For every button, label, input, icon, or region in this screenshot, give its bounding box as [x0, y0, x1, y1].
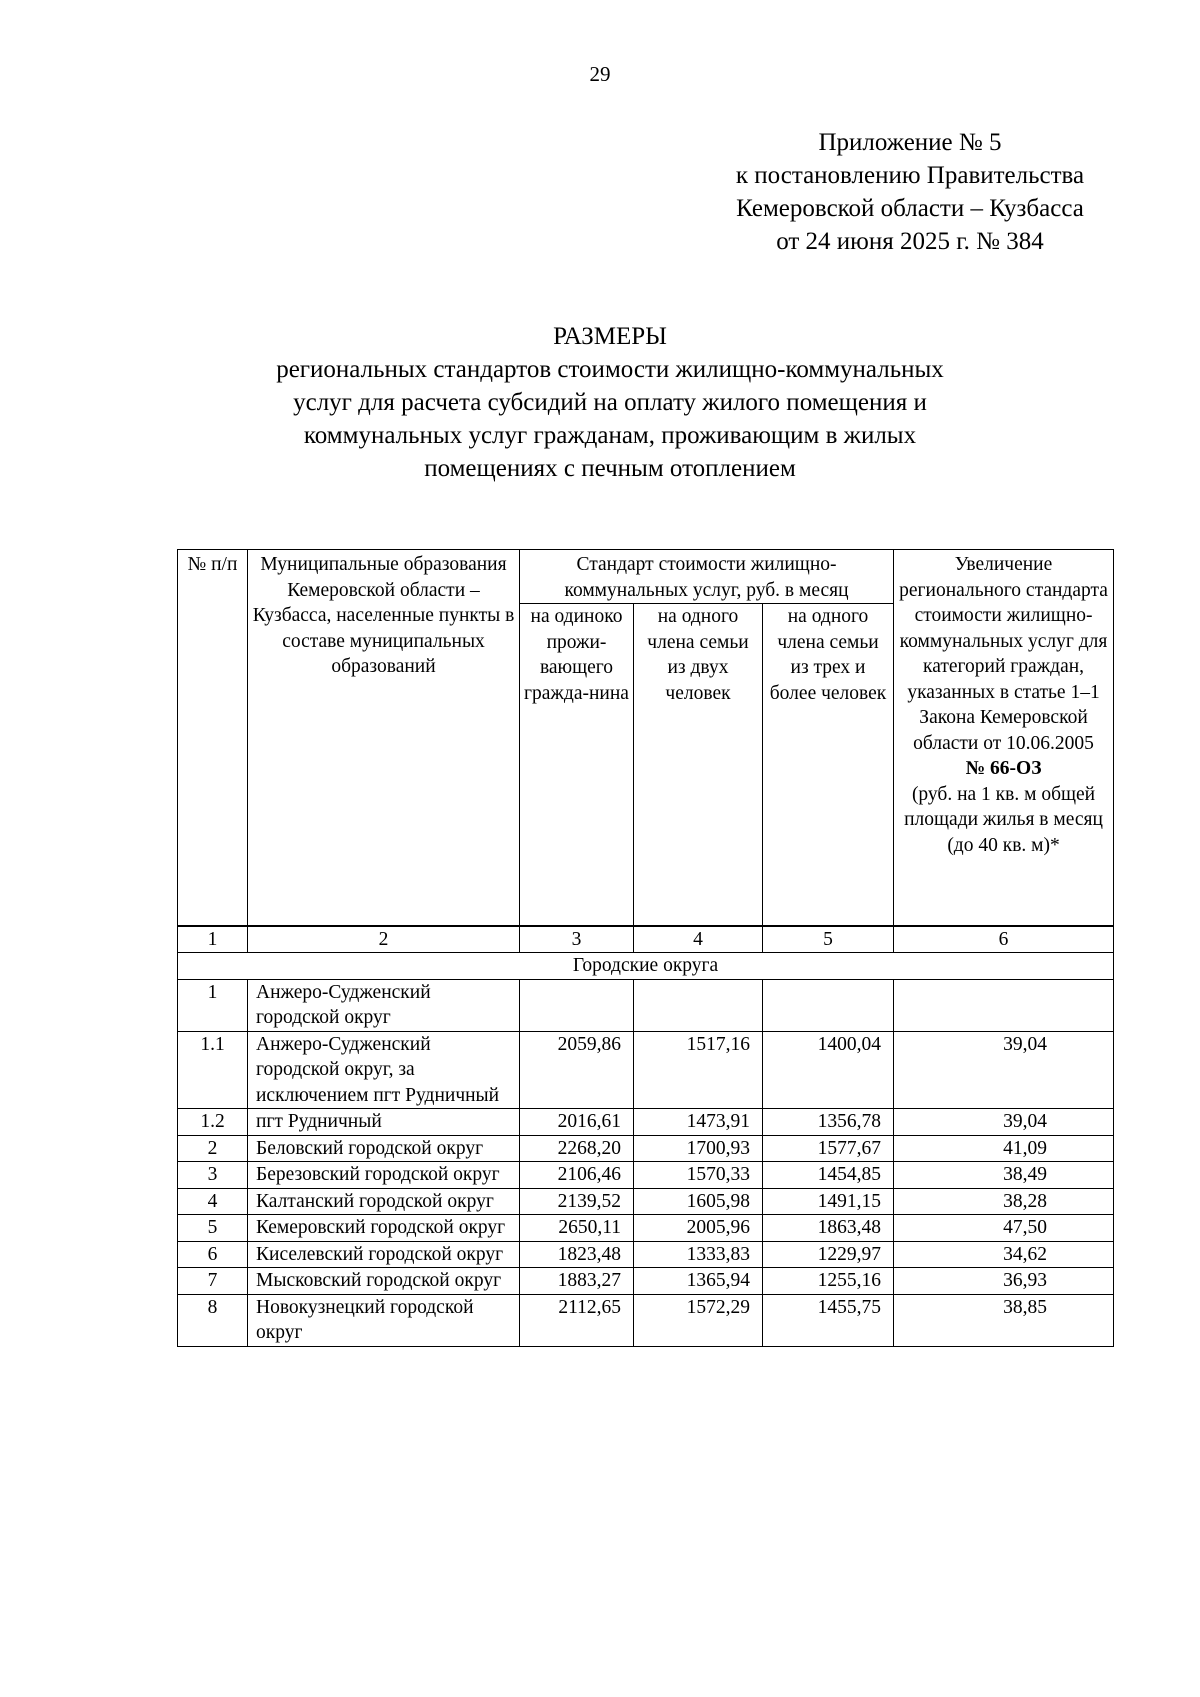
table-row	[178, 1241, 1114, 1268]
header-increase	[894, 550, 1114, 926]
title-line: коммунальных услуг гражданам, проживающим в жилых	[303, 422, 917, 449]
cell-municipality: Мысковский городской округ	[248, 1268, 520, 1295]
header-increase-law: № 66-ОЗ	[965, 758, 1042, 779]
cell-single: 2650,11	[520, 1215, 634, 1242]
appendix-line: от 24 июня 2025 г. № 384	[776, 228, 1044, 255]
column-number: 6	[894, 926, 1114, 953]
cell-increase: 36,93	[894, 1268, 1114, 1295]
header-increase-unit: (руб. на 1 кв. м общей площади жилья в месяц (до 40 кв. м)*	[904, 783, 1103, 856]
cell-num: 8	[178, 1294, 248, 1346]
cell-municipality: Киселевский городской округ	[248, 1241, 520, 1268]
cell-two: 1605,98	[634, 1188, 763, 1215]
section-row	[178, 953, 1114, 980]
cell-municipality: Березовский городской округ	[248, 1162, 520, 1189]
cell-three: 1356,78	[763, 1109, 894, 1136]
cell-two	[634, 979, 763, 1031]
cell-three: 1454,85	[763, 1162, 894, 1189]
cell-two: 1517,16	[634, 1031, 763, 1109]
appendix-line: к постановлению Правительства	[735, 162, 1085, 189]
table-row	[178, 1109, 1114, 1136]
title-line: региональных стандартов стоимости жилищно-коммунальных	[276, 356, 944, 383]
document-title	[230, 320, 990, 485]
cell-num: 5	[178, 1215, 248, 1242]
cell-single: 2016,61	[520, 1109, 634, 1136]
cell-municipality: Кемеровский городской округ	[248, 1215, 520, 1242]
header-two: на одного члена семьи из двух человек	[634, 604, 763, 926]
cell-two: 2005,96	[634, 1215, 763, 1242]
cell-single: 2059,86	[520, 1031, 634, 1109]
cell-increase: 41,09	[894, 1135, 1114, 1162]
cell-single: 1883,27	[520, 1268, 634, 1295]
column-number: 2	[248, 926, 520, 953]
cell-single: 2112,65	[520, 1294, 634, 1346]
header-increase-text: Увеличение регионального стандарта стоимости жилищно-коммунальных услуг для категорий граждан, указанных в статье 1–1 Закона Кемеровской области от 10.06.2005	[899, 554, 1108, 754]
table-row	[178, 1135, 1114, 1162]
cell-increase: 34,62	[894, 1241, 1114, 1268]
column-number: 1	[178, 926, 248, 953]
cell-single: 1823,48	[520, 1241, 634, 1268]
cell-increase: 39,04	[894, 1109, 1114, 1136]
cell-three: 1863,48	[763, 1215, 894, 1242]
title-heading: РАЗМЕРЫ	[553, 323, 667, 350]
table-row	[178, 1031, 1114, 1109]
cell-num: 1.2	[178, 1109, 248, 1136]
page-number: 29	[589, 62, 611, 86]
standards-table	[177, 549, 1114, 1347]
cell-three: 1400,04	[763, 1031, 894, 1109]
column-number: 3	[520, 926, 634, 953]
cell-three: 1577,67	[763, 1135, 894, 1162]
table-row	[178, 1215, 1114, 1242]
cell-two: 1365,94	[634, 1268, 763, 1295]
cell-single: 2106,46	[520, 1162, 634, 1189]
cell-single: 2268,20	[520, 1135, 634, 1162]
appendix-header	[700, 126, 1120, 258]
title-line: услуг для расчета субсидий на оплату жилого помещения и	[293, 389, 927, 416]
cell-single: 2139,52	[520, 1188, 634, 1215]
cell-single	[520, 979, 634, 1031]
cell-three: 1455,75	[763, 1294, 894, 1346]
column-numbers-row	[178, 926, 1114, 953]
cell-num: 4	[178, 1188, 248, 1215]
cell-municipality: Калтанский городской округ	[248, 1188, 520, 1215]
cell-num: 1.1	[178, 1031, 248, 1109]
table-row	[178, 1268, 1114, 1295]
cell-two: 1700,93	[634, 1135, 763, 1162]
cell-municipality: Анжеро-Судженский городской округ, за исключением пгт Рудничный	[248, 1031, 520, 1109]
cell-municipality: Анжеро-Судженский городской округ	[248, 979, 520, 1031]
header-single: на одиноко прожи-вающего гражда-нина	[520, 604, 634, 926]
cell-two: 1473,91	[634, 1109, 763, 1136]
cell-num: 2	[178, 1135, 248, 1162]
cell-three	[763, 979, 894, 1031]
table-row	[178, 1294, 1114, 1346]
appendix-line: Кемеровской области – Кузбасса	[736, 195, 1084, 222]
cell-num: 6	[178, 1241, 248, 1268]
title-line: помещениях с печным отоплением	[424, 455, 796, 482]
cell-two: 1570,33	[634, 1162, 763, 1189]
column-number: 4	[634, 926, 763, 953]
table-row	[178, 1162, 1114, 1189]
cell-three: 1229,97	[763, 1241, 894, 1268]
cell-two: 1333,83	[634, 1241, 763, 1268]
header-num: № п/п	[178, 550, 248, 926]
cell-municipality: Новокузнецкий городской округ	[248, 1294, 520, 1346]
cell-two: 1572,29	[634, 1294, 763, 1346]
cell-three: 1255,16	[763, 1268, 894, 1295]
cell-increase: 38,28	[894, 1188, 1114, 1215]
section-title: Городские округа	[178, 953, 1114, 980]
cell-municipality: Беловский городской округ	[248, 1135, 520, 1162]
table-row	[178, 1188, 1114, 1215]
cell-num: 1	[178, 979, 248, 1031]
cell-three: 1491,15	[763, 1188, 894, 1215]
column-number: 5	[763, 926, 894, 953]
table-body	[178, 979, 1114, 1346]
appendix-line: Приложение № 5	[818, 129, 1002, 156]
header-standard: Стандарт стоимости жилищно-коммунальных услуг, руб. в месяц	[520, 550, 894, 604]
table-row	[178, 979, 1114, 1031]
table-header-row	[178, 550, 1114, 604]
cell-num: 3	[178, 1162, 248, 1189]
cell-increase: 47,50	[894, 1215, 1114, 1242]
cell-municipality: пгт Рудничный	[248, 1109, 520, 1136]
cell-increase	[894, 979, 1114, 1031]
cell-increase: 38,49	[894, 1162, 1114, 1189]
header-municipality: Муниципальные образования Кемеровской области – Кузбасса, населенные пункты в составе муниципальных образований	[248, 550, 520, 926]
cell-increase: 39,04	[894, 1031, 1114, 1109]
cell-num: 7	[178, 1268, 248, 1295]
header-three: на одного члена семьи из трех и более человек	[763, 604, 894, 926]
cell-increase: 38,85	[894, 1294, 1114, 1346]
